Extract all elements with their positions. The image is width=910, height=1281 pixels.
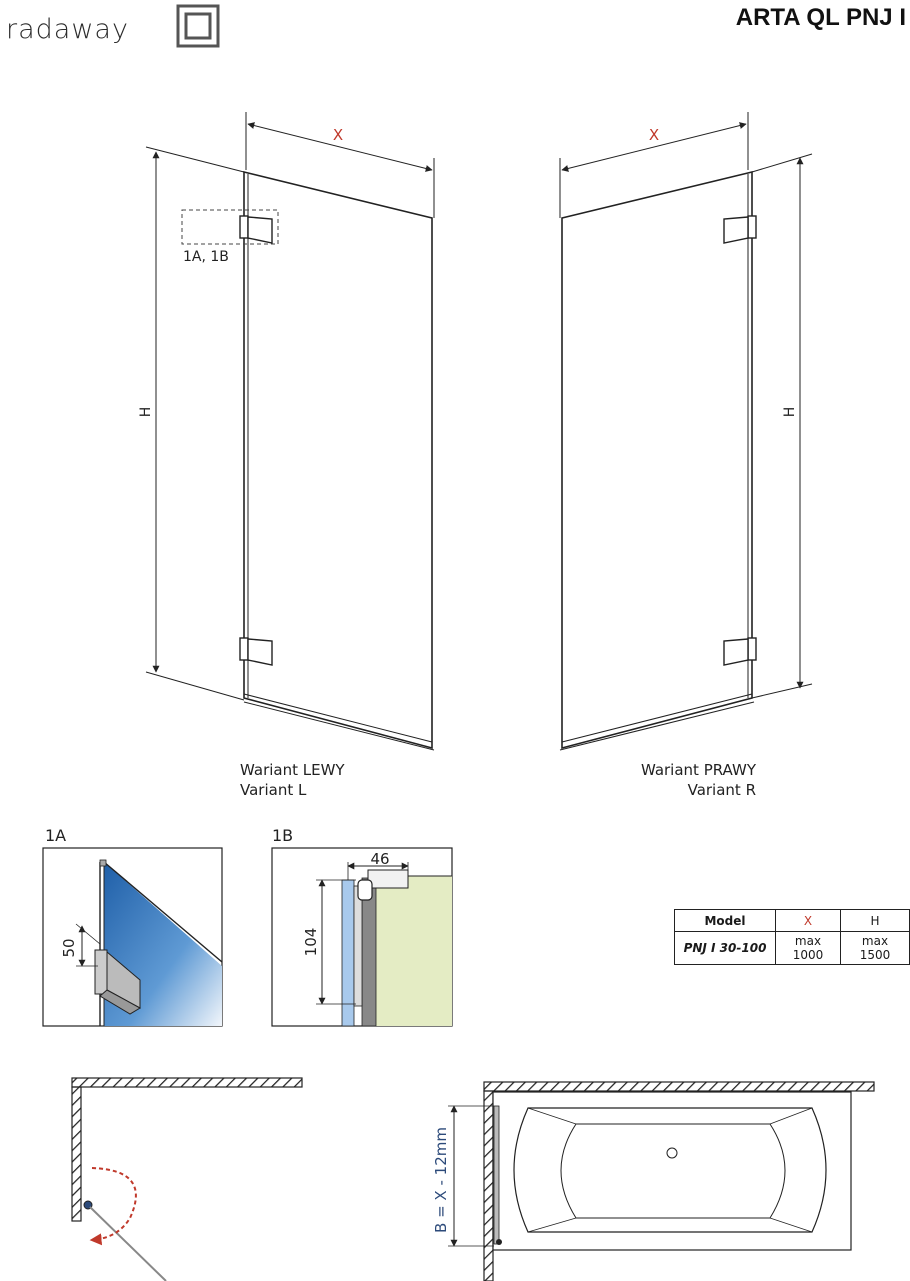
- height-label: H: [138, 406, 154, 418]
- right-variant-drawing: [560, 112, 812, 750]
- detail-1b-panel: [272, 848, 452, 1026]
- variant-right-line2: Variant R: [687, 781, 756, 799]
- detail-1b-label: 1B: [272, 826, 294, 845]
- variant-left-line1: Wariant LEWY: [240, 761, 345, 779]
- door-panel-line: [90, 1207, 166, 1281]
- detail-1a-label: 1A: [45, 826, 67, 845]
- detail-1b-height-dimension: 104: [302, 927, 320, 957]
- width-label: X: [332, 126, 344, 144]
- header-h: H: [841, 910, 910, 932]
- left-variant-drawing: [138, 112, 434, 750]
- detail-1b-width-dimension: 46: [370, 850, 390, 868]
- detail-callout-label: 1A, 1B: [183, 249, 229, 265]
- detail-1a-dimension: 50: [60, 938, 78, 958]
- height-label-right: H: [782, 406, 798, 418]
- plan-view-swing: [72, 1078, 302, 1281]
- header-x: X: [776, 910, 841, 932]
- cell-h: max 1500: [841, 932, 910, 965]
- width-label-right: X: [648, 126, 660, 144]
- screen-panel: [494, 1106, 499, 1244]
- brand-wordmark: radaway: [6, 14, 129, 45]
- product-title: ARTA QL PNJ I: [735, 4, 906, 31]
- variant-left-line2: Variant L: [240, 781, 307, 799]
- variant-left-caption: [240, 760, 345, 800]
- drain-icon: [667, 1148, 677, 1158]
- spec-table-header: [675, 910, 910, 932]
- spec-table: [674, 909, 910, 965]
- bathtub-width-formula: B = X - 12mm: [432, 1127, 450, 1233]
- wall-section: [376, 876, 452, 1026]
- detail-1a-panel: [43, 848, 222, 1026]
- variant-right-caption: [636, 760, 756, 800]
- variant-right-line1: Wariant PRAWY: [640, 761, 756, 779]
- plan-view-bathtub: [432, 1082, 874, 1281]
- cell-x: max 1000: [776, 932, 841, 965]
- table-row: [675, 932, 910, 965]
- header-model: Model: [675, 910, 776, 932]
- cell-model: PNJ I 30-100: [675, 932, 776, 965]
